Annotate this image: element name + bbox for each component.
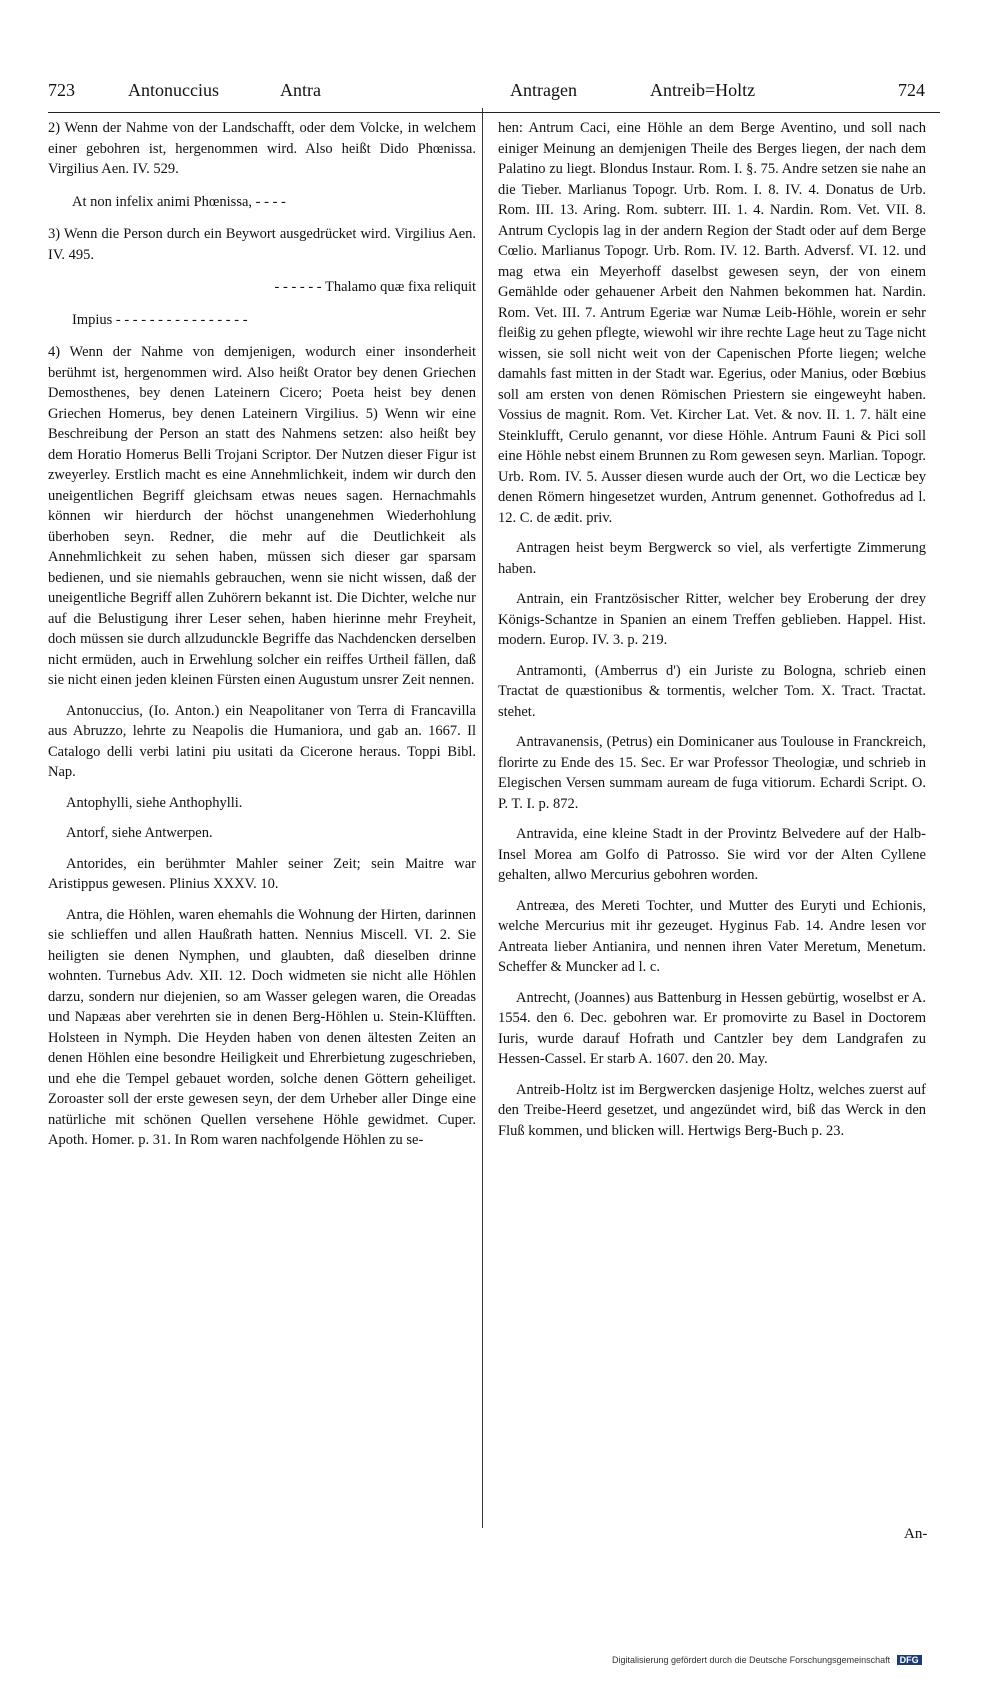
entry-antonuccius: Antonuccius, (Io. Anton.) ein Neapolitaner von Terra di Francavilla aus Abruzzo, lehrte zu Neapolis die Humaniora, und gab an. 1667. Il Catalogo delli verbi latini piu usitati da Cicerone heraus. Toppi Bibl. Nap. bbox=[48, 702, 476, 780]
entry-antreaea: Antreæa, des Mereti Tochter, und Mutter des Euryti und Echionis, welche Mercurius mit ihr gezeuget. Hyginus Fab. 14. Andre lesen vor Antreata lieber Antianira, und nennen ihren Vater Meretum, Menetum. Scheffer & Muncker ad l. c. bbox=[498, 897, 926, 975]
entry-antra-continued: hen: Antrum Caci, eine Höhle an dem Berge Aventino, und soll nach einiger Meinung an demjenigen Theile des Berges liegen, der nach dem Palatino zu liegt. Blondus Instaur. Rom. I. §. 75. Andre setzen sie nahe an die Tieber. Marlianus Topogr. Urb. Rom. I. 8. IV. 4. Donatus de Urb. Rom. III. 13. Aring. Rom. subterr. III. 1. 4. Nardin. Rom. Vet. VII. 8. Antrum Cyclopis lag in der andern Region der Stadt oder auf dem Berge Cœlio. Marlianus Topogr. Urb. Rom. IV. 12. Barth. Adversf. VI. 12. und mag etwa ein Meyerhoff daselbst gewesen seyn, der von einem Gemählde oder gehauener Arbeit den Nahmen bekommen hat. Nardin. Rom. Vet. III. 7. Antrum Egeriæ war Numæ Leib-Höhle, worein er sehr fleißig zu gehen pflegte, wiewohl wir ihre rechte Lage heut zu Tage nicht wissen, sie soll nicht weit von der Capenischen Pforte liegen; welche damahls fast mitten in der Stadt war. Egerius, oder Manius, oder Bœbius soll am ersten von denen Römischen Priestern sie eingeweyht haben. Vossius de magnit. Rom. Vet. Kircher Lat. Vet. & nov. II. 1. 7. hält eine Steinklufft, Cerulo genannt, vor diese Höhle. Antrum Fauni & Pici soll eine Höhle nebst einem Brunnen zu Rom gewesen seyn. Marlian. Topogr. Urb. Rom. IV. 5. Ausser diesen wurde auch der Ort, wo die Lecticæ bey denen Römern hingesetzet wurden, Antrum genennet. Gothofredus ad l. 12. C. de ædit. priv. bbox=[498, 120, 926, 526]
right-catchword-2: Antreib=Holtz bbox=[650, 80, 756, 100]
entry-antravida: Antravida, eine kleine Stadt in der Provintz Belvedere auf der Halb-Insel Morea am Golfo di Patrosso. Sie wird vor der Alten Cyllene gehalten, allwo Mercurius gebohren worden. bbox=[498, 826, 926, 883]
column-divider bbox=[482, 108, 483, 1528]
entry-antorf: Antorf, siehe Antwerpen. bbox=[66, 825, 213, 841]
entry-antorides: Antorides, ein berühmter Mahler seiner Zeit; sein Maitre war Aristippus gewesen. Plinius XXXV. 10. bbox=[48, 855, 476, 892]
paragraph-patronymic-3: 3) Wenn die Person durch ein Beywort ausgedrücket wird. Virgilius Aen. IV. 495. bbox=[48, 226, 476, 263]
quote-phoenissa: At non infelix animi Phœnissa, - - - - bbox=[72, 193, 286, 210]
right-column bbox=[498, 118, 926, 1498]
paragraph-patronymic-2: 2) Wenn der Nahme von der Landschafft, oder dem Volcke, in welchem einer gebohren ist, hergenommen wird. Also heißt Dido Phœnissa. Virgilius Aen. IV. 529. bbox=[48, 120, 476, 177]
entry-antrecht: Antrecht, (Joannes) aus Battenburg in Hessen gebürtig, woselbst er A. 1554. den 6. Dec. gebohren war. Er promovirte zu Basel in Doctorem Iuris, wurde darauf Hofrath und Cantzler bey dem Landgrafen zu Hessen-Cassel. Er starb A. 1607. den 20. May. bbox=[498, 989, 926, 1067]
left-catchword-1: Antonuccius bbox=[128, 80, 219, 100]
dfg-logo: DFG bbox=[897, 1655, 922, 1665]
left-column bbox=[48, 118, 476, 1528]
digitization-footer bbox=[612, 1655, 922, 1665]
paragraph-patronymic-4: 4) Wenn der Nahme von demjenigen, wodurch einer insonderheit berühmt ist, hergenommen wird. Also heißt Orator bey denen Griechen Demosthenes, bey denen Lateinern Cicero; Poeta heist bey denen Griechen Homerus, bey denen Lateinern Virgilius. 5) Wenn wir eine Beschreibung der Person an statt des Nahmens setzen: also heißt bey dem Horatio Homerus Belli Trojani Scriptor. Der Nutzen dieser Figur ist zweyerley. Erstlich macht es eine Annehmlichkeit, indem wir durch den uneigentlichen Begriff gleichsam etwas neues sagen. Hernachmahls können wir hierdurch der höchst unangenehmen Wiederhohlung überhoben seyn. Redner, die mehr auf die Deutlichkeit als Annehmlichkeit zu sehen haben, müssen sich dieser gar sparsam bedienen, und sie niemahls gebrauchen, wenn sie nicht wissen, daß der uneigentliche Begriff allen Zuhörern bekannt ist. Die Dichter, welche nur auf die Belustigung ihrer Leser sehen, haben hierinne mehr Freyheit, doch müssen sie durch allzudunckle Begriffe das Nachdencken derselben nicht ermüden, auch in Erwehlung solcher ein reiffes Urtheil fällen, daß sie nicht einen jeden kleinen Fürsten einen Augustum unsrer Zeit nennen. bbox=[48, 344, 476, 688]
entry-antreib-holtz: Antreib-Holtz ist im Bergwercken dasjenige Holtz, welches zuerst auf den Treibe-Heerd gesetzet, und angezündet wird, biß das Werck in den Fluß kommen, und blicken will. Hertwigs Berg-Buch p. 23. bbox=[498, 1081, 926, 1139]
left-catchword-2: Antra bbox=[280, 80, 321, 100]
right-page-number: 724 bbox=[898, 80, 925, 100]
footer-text: Digitalisierung gefördert durch die Deutsche Forschungsgemeinschaft bbox=[612, 1655, 891, 1665]
quote-thalamo: - - - - - - Thalamo quæ fixa reliquit bbox=[274, 279, 476, 295]
entry-antra: Antra, die Höhlen, waren ehemahls die Wohnung der Hirten, darinnen sie schlieffen und allen Haußrath hatten. Nennius Miscell. VI. 2. Sie heiligten sie denen Nymphen, und glaubten, daß dieselben drinne wohnten. Turnebus Adv. XII. 12. Doch widmeten sie nicht alle Höhlen darzu, sondern nur diejenien, so am Wasser gelegen waren, die Oreadas und Napæas aber verehrten sie in denen Berg-Höhlen u. Stein-Klüfften. Holsteen in Nymph. Die Heyden haben von denen ältesten Zeiten an denen Höhlen eine besondre Heiligkeit und Ehrerbietung zugeschrieben, und ehe die Tempel gebauet worden, solche denen Göttern geheiliget. Zoroaster soll der erste gewesen seyn, der dem Urheber aller Dinge eine natürliche mit schönen Quellen versehene Höhle gewidmet. Cuper. Apoth. Homer. p. 31. In Rom waren nachfolgende Höhlen zu se- bbox=[48, 906, 476, 1148]
entry-antragen: Antragen heist beym Bergwerck so viel, als verfertigte Zimmerung haben. bbox=[498, 540, 926, 577]
entry-antramonti: Antramonti, (Amberrus d') ein Juriste zu Bologna, schrieb einen Tractat de quæstionibus & tormentis, welcher Tom. X. Tract. Tractat. stehet. bbox=[498, 662, 926, 720]
catchword: An- bbox=[904, 1526, 928, 1542]
entry-antophylli: Antophylli, siehe Anthophylli. bbox=[66, 794, 243, 811]
entry-antravanensis: Antravanensis, (Petrus) ein Dominicaner aus Toulouse in Franckreich, florirte zu Ende des 15. Sec. Er war Professor Theologiæ, und schrieb in Elegischen Versen summam auream de fuga vitiorum. Echardi Script. O. P. T. I. p. 872. bbox=[498, 734, 926, 812]
entry-antrain: Antrain, ein Frantzösischer Ritter, welcher bey Eroberung der drey Königs-Schantze in Spanien an einem Treffen geblieben. Happel. Hist. modern. Europ. IV. 3. p. 219. bbox=[498, 591, 926, 648]
left-page-number: 723 bbox=[48, 80, 75, 100]
quote-impius: Impius - - - - - - - - - - - - - - - - bbox=[72, 311, 248, 328]
header-rule bbox=[48, 112, 940, 113]
running-header bbox=[48, 80, 948, 108]
right-catchword-1: Antragen bbox=[510, 80, 577, 100]
